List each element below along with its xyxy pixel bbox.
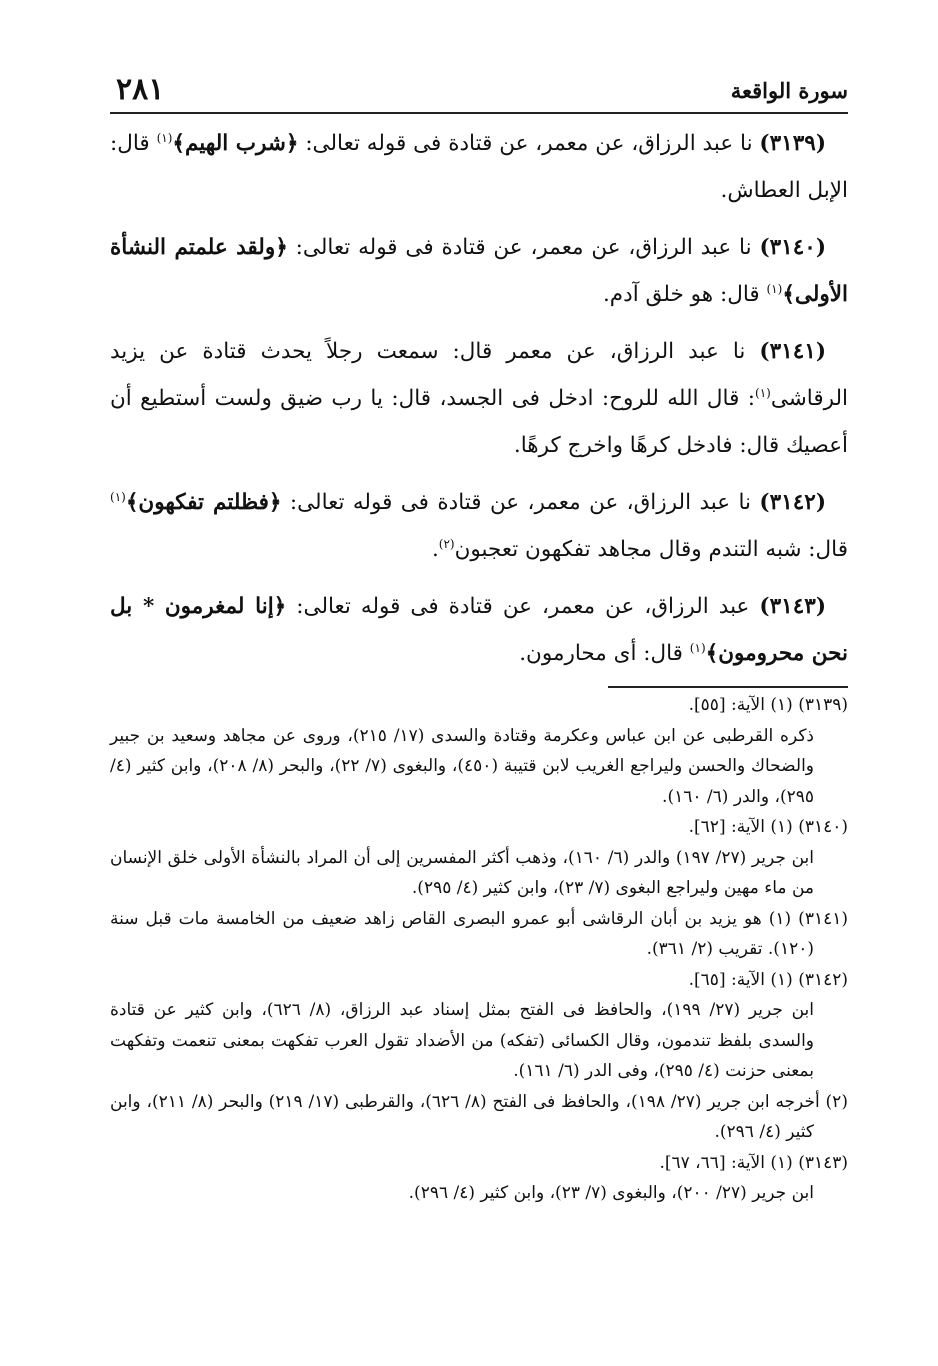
footnote-ref: (١) (110, 489, 126, 504)
hadith-number: (٣١٤٣) (759, 594, 826, 619)
footnote-ref: (١) (755, 385, 771, 400)
hadith-3143 (110, 583, 848, 677)
hadith-3140 (110, 224, 848, 318)
footnote-3143-heading: (٣١٤٣) (١) الآية: [٦٦، ٦٧]. (659, 1152, 848, 1173)
quran-verse: ﴿شرب الهيم﴾ (172, 131, 299, 156)
hadith-number: (٣١٤٢) (759, 490, 826, 515)
hadith-text: نا عبد الرزاق، عن معمر، عن قتادة فى قوله تعالى: (281, 490, 760, 515)
footnote-3139-text: ذكره القرطبى عن ابن عباس وعكرمة وقتادة والسدى (١٧/ ٢١٥)، وروى عن مجاهد وسعيد بن جبير والضحاك والحسن وليراجع الغريب لابن قتيبة (٤٥٠)، والبغوى (٧/ ٢٢)، والبحر (٨/ ٢٠٨)، وابن كثير (٤/ ٢٩٥)، والدر (٦/ ١٦٠). (110, 725, 815, 807)
hadith-text: : قال الله للروح: ادخل فى الجسد، قال: يا رب ضيق ولست أستطيع أن أعصيك قال: فادخل كرهًا واخرج كرهًا. (110, 386, 848, 458)
footnote-ref: (١) (766, 281, 783, 296)
hadith-text: نا عبد الرزاق، عن معمر قال: سمعت رجلاً يحدث قتادة عن يزيد الرقاشى (110, 339, 848, 411)
quran-verse: ﴿فظلتم تفكهون﴾ (125, 490, 282, 515)
quran-verse: ﴿ولقد علمتم النشأة الأولى﴾ (110, 235, 848, 307)
hadith-number: (٣١٣٩) (759, 131, 826, 156)
hadith-3141 (110, 328, 848, 469)
quran-verse: ﴿إنا لمغرمون * بل نحن محرومون﴾ (110, 594, 848, 666)
hadith-text: قال: الإبل العطاش. (110, 131, 848, 203)
hadith-text: قال: أى محارمون. (519, 641, 690, 666)
footnote-3143-text: ابن جرير (٢٧/ ٢٠٠)، والبغوى (٧/ ٢٣)، وابن كثير (٤/ ٢٩٦). (408, 1183, 814, 1203)
footnotes (110, 690, 848, 1209)
hadith-text: نا عبد الرزاق، عن معمر، عن قتادة فى قوله تعالى: (298, 131, 760, 156)
hadith-number: (٣١٤١) (759, 339, 826, 364)
footnote-3142-text: ابن جرير (٢٧/ ١٩٩)، والحافظ فى الفتح بمثل إسناد عبد الرزاق، (٨/ ٦٢٦)، وابن كثير عن قتادة والسدى بلفظ تندمون، وقال الكسائى (تفكه) من الأضداد تقول العرب تفكهت بمعنى تنعمت وتفكهت بمعنى حزنت (٤/ ٢٩٥)، وفى الدر (٦/ ١٦١). (110, 1000, 814, 1081)
hadith-text: قال: هو خلق آدم. (602, 282, 767, 307)
footnote-ref: (١) (689, 640, 706, 655)
hadith-text: نا عبد الرزاق، عن معمر، عن قتادة فى قوله تعالى: (287, 235, 760, 260)
footnote-3142-2: (٢) أخرجه ابن جرير (٢٧/ ١٩٨)، والحافظ فى الفتح (٨/ ٦٢٦)، والقرطبى (١٧/ ٢١٩) والبحر (٨/ ٢١١)، وابن كثير (٤/ ٢٩٦). (110, 1091, 848, 1142)
footnote-separator (608, 686, 848, 688)
surah-title: سورة الواقعة (730, 78, 848, 103)
hadith-3142 (110, 479, 848, 573)
footnote-3142-heading: (٣١٤٢) (١) الآية: [٦٥]. (688, 969, 848, 990)
footnote-3139-heading: (٣١٣٩) (١) الآية: [٥٥]. (688, 695, 848, 715)
page-header (110, 68, 848, 114)
main-text (110, 120, 848, 687)
footnote-3140-heading: (٣١٤٠) (١) الآية: [٦٢]. (688, 817, 848, 837)
footnote-ref: (١) (156, 130, 173, 145)
page-number: ٢٨١ (116, 72, 165, 107)
footnote-ref: (٢) (438, 536, 455, 551)
hadith-3139 (110, 120, 848, 214)
hadith-number: (٣١٤٠) (759, 235, 827, 260)
footnote-3140-text: ابن جرير (٢٧/ ١٩٧) والدر (٦/ ١٦٠)، وذهب أكثر المفسرين إلى أن المراد بالنشأة الأولى خلق الإنسان من ماء مهين وليراجع البغوى (٧/ ٢٣)، وابن كثير (٤/ ٢٩٥). (110, 847, 814, 898)
hadith-text: عبد الرزاق، عن معمر، عن قتادة فى قوله تعالى: (286, 594, 760, 619)
footnote-3141: (٣١٤١) (١) هو يزيد بن أبان الرقاشى أبو عمرو البصرى القاص زاهد ضعيف من الخامسة مات قبل سنة (١٢٠). تقريب (٢/ ٣٦١). (110, 908, 848, 959)
hadith-text: قال: شبه التندم وقال مجاهد تفكهون تعجبون (454, 537, 848, 562)
hadith-text: . (431, 537, 439, 562)
